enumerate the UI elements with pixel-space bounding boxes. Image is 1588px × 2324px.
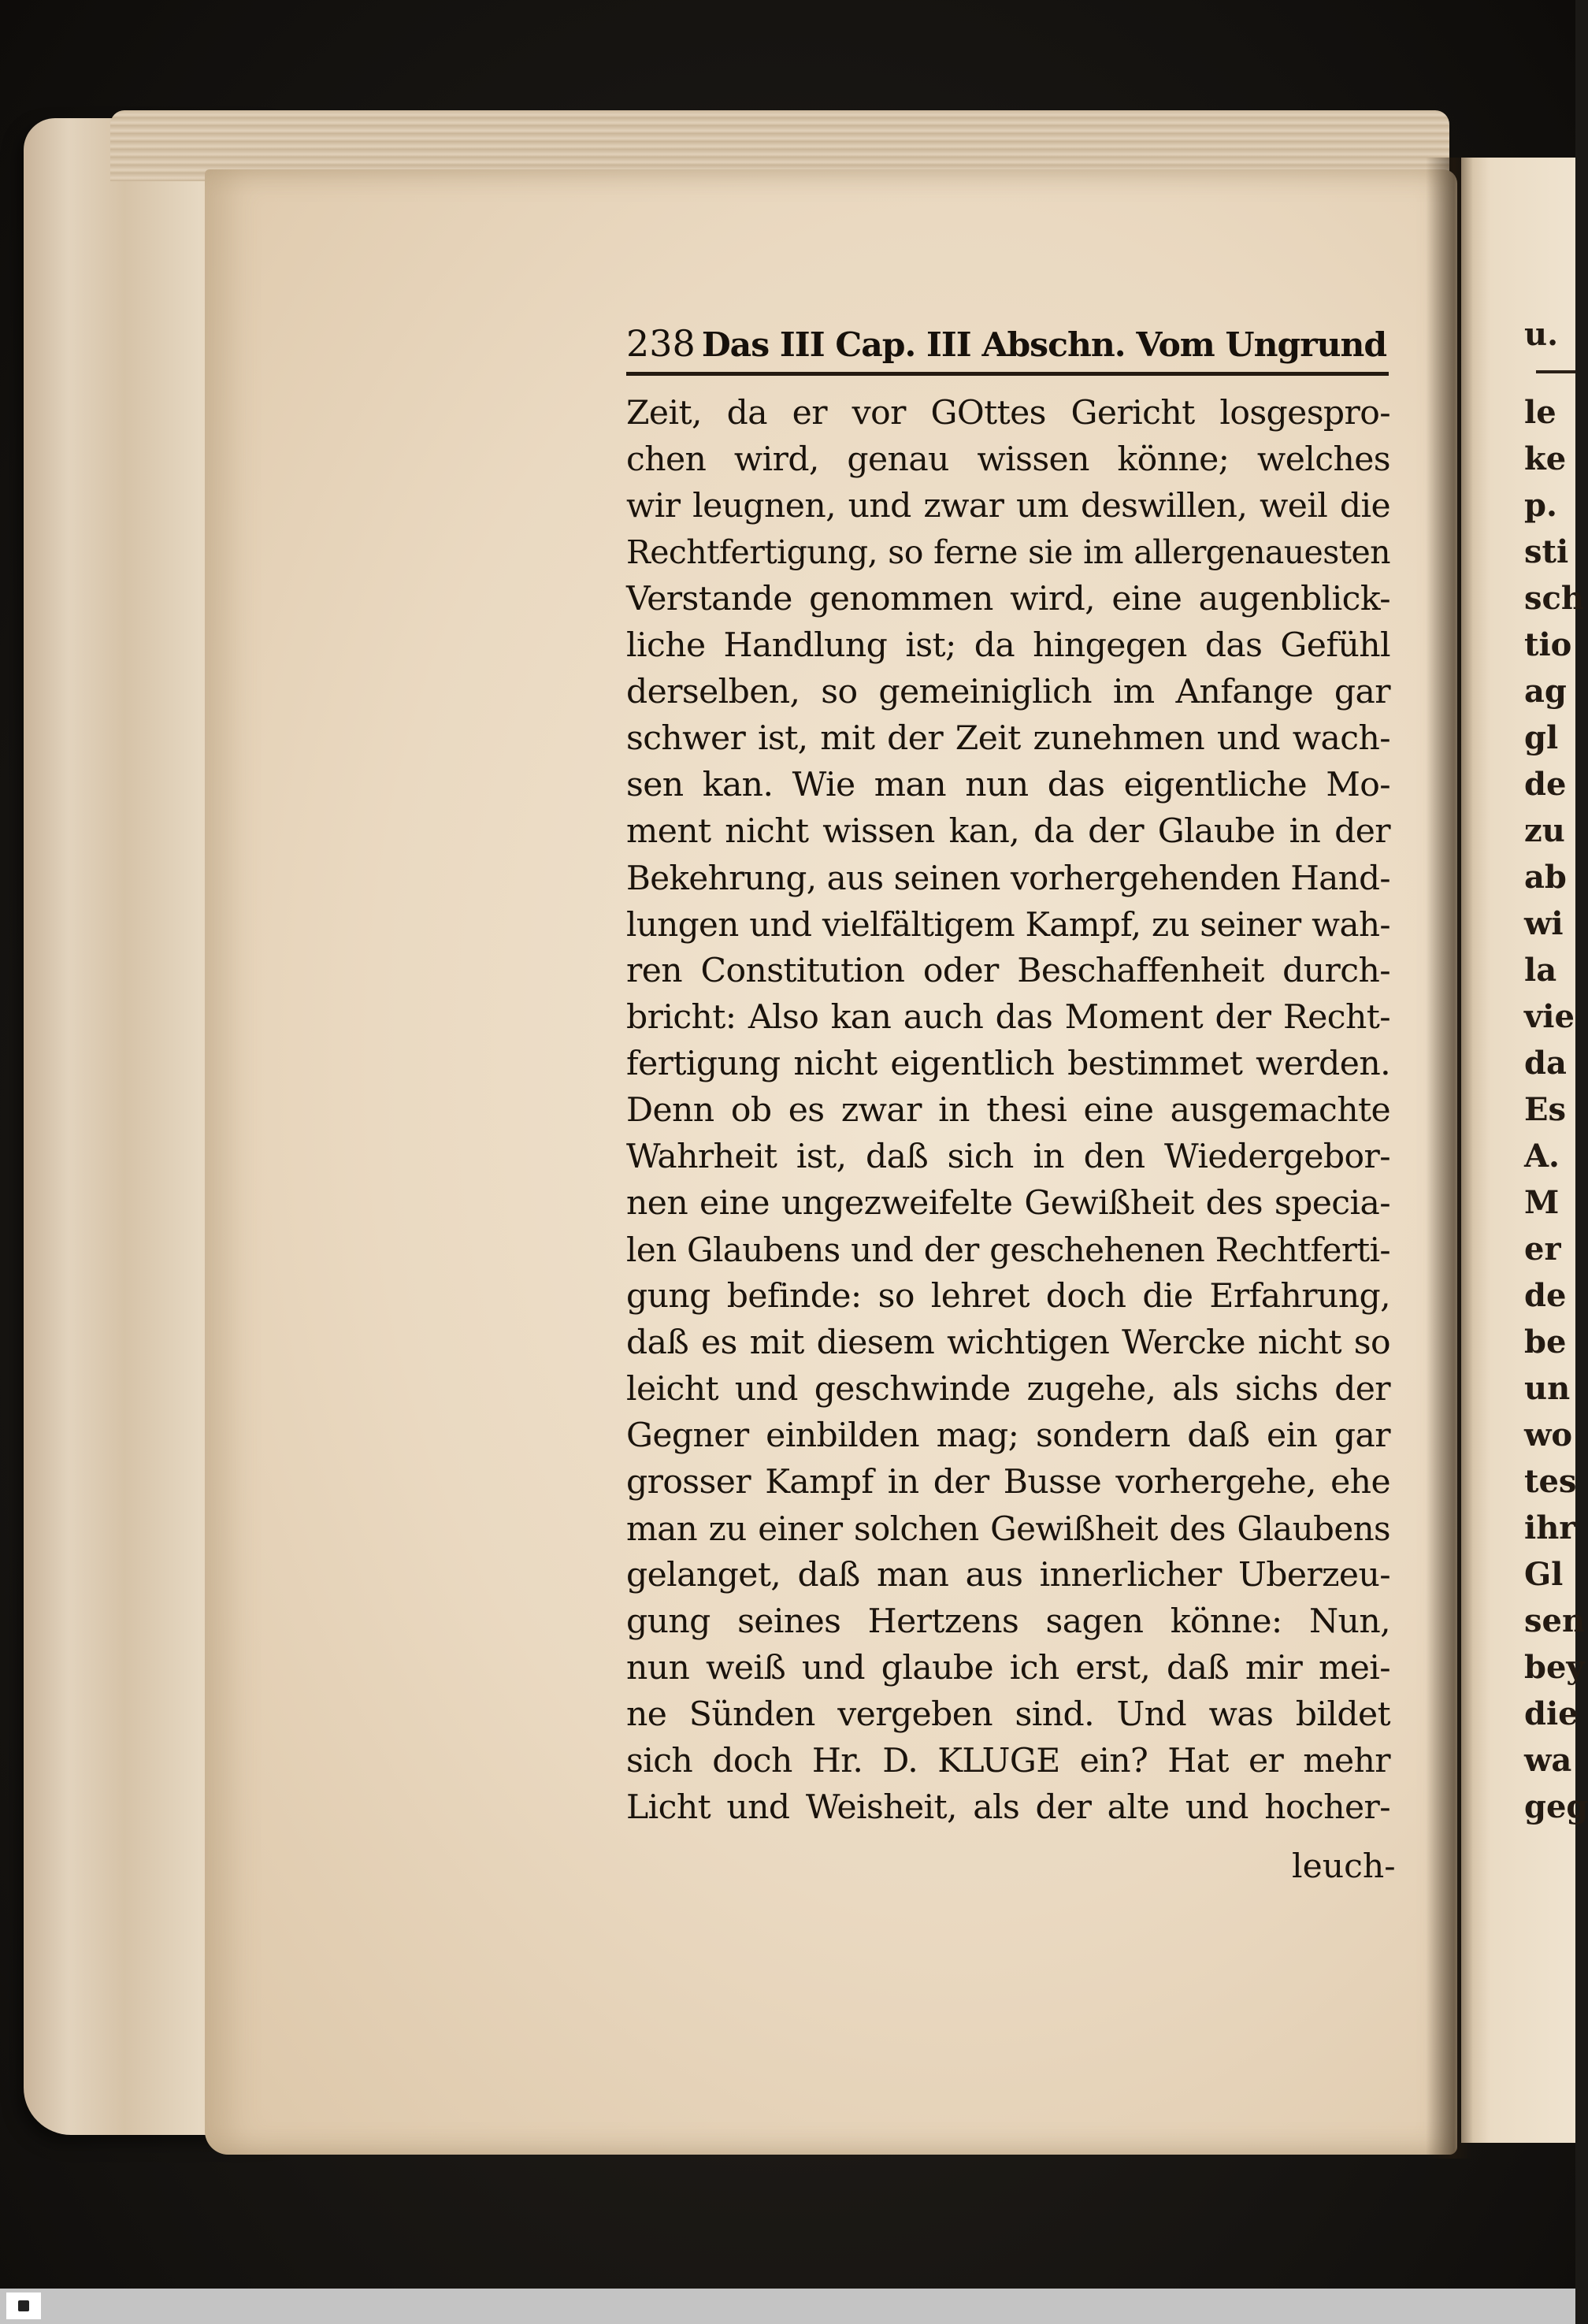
text-line: man zu einer solchen Gewißheit des Glaubens <box>626 1509 1390 1548</box>
facing-fragment: wi <box>1524 905 1564 942</box>
text-line: Zeit, da er vor GOttes Gericht losgespro- <box>626 394 1390 433</box>
text-line: gung seines Hertzens sagen könne: Nun, <box>626 1602 1390 1641</box>
text-line: len Glaubens und der geschehenen Rechtferti- <box>626 1231 1390 1269</box>
text-line: sen kan. Wie man nun das eigentliche Mo- <box>626 766 1390 804</box>
facing-fragment: ag <box>1524 673 1567 710</box>
facing-fragment: de <box>1524 1277 1567 1314</box>
text-line: ment nicht wissen kan, da der Glaube in der <box>626 812 1390 851</box>
text-line: derselben, so gemeiniglich im Anfange gar <box>626 673 1390 711</box>
facing-fragment: de <box>1524 766 1567 803</box>
text-line: grosser Kampf in der Busse vorhergehe, ehe <box>626 1463 1390 1502</box>
viewer-bottom-bar <box>0 2289 1575 2324</box>
text-line: wir leugnen, und zwar um deswillen, weil die <box>626 487 1390 525</box>
text-line: Gegner einbilden mag; sondern daß ein gar <box>626 1416 1390 1455</box>
facing-fragment: da <box>1524 1045 1567 1082</box>
page-header <box>626 310 1390 365</box>
facing-fragment: p. <box>1524 487 1557 524</box>
facing-fragment: tio <box>1524 626 1572 663</box>
text-line: bricht: Also kan auch das Moment der Recht- <box>626 998 1390 1037</box>
text-line: Licht und Weisheit, als der alte und hocher- <box>626 1788 1390 1827</box>
book-gutter <box>1426 158 1473 2159</box>
facing-fragment: Gl <box>1524 1556 1564 1593</box>
text-line: daß es mit diesem wichtigen Wercke nicht so <box>626 1323 1390 1362</box>
facing-fragment: ab <box>1524 859 1567 896</box>
facing-fragment: la <box>1524 952 1557 989</box>
facing-fragment: bey <box>1524 1649 1585 1686</box>
facing-fragment: die <box>1524 1695 1579 1732</box>
facing-fragment: gl <box>1524 719 1559 756</box>
facing-fragment: u. <box>1524 316 1559 353</box>
facing-fragment: sen <box>1524 1602 1586 1639</box>
page-number: 238 <box>626 322 696 365</box>
facing-fragment: le <box>1524 394 1556 431</box>
text-line: lungen und vielfältigem Kampf, zu seiner wah- <box>626 905 1390 944</box>
facing-fragment: zu <box>1524 812 1565 849</box>
facing-fragment: vie <box>1524 998 1575 1035</box>
facing-fragment: ke <box>1524 440 1567 477</box>
catchword: leuch- <box>1292 1847 1396 1886</box>
text-line: Denn ob es zwar in thesi eine ausgemachte <box>626 1091 1390 1130</box>
facing-fragment: geg <box>1524 1788 1588 1825</box>
facing-fragment: sch <box>1524 580 1584 617</box>
text-line: nun weiß und glaube ich erst, daß mir mei- <box>626 1649 1390 1687</box>
library-logo-icon <box>6 2292 41 2319</box>
text-line: liche Handlung ist; da hingegen das Gefühl <box>626 626 1390 665</box>
facing-fragment: un <box>1524 1370 1571 1407</box>
running-head: Das III Cap. III Abschn. Vom Ungrund <box>701 325 1387 365</box>
text-line: Wahrheit ist, daß sich in den Wiedergebor- <box>626 1138 1390 1176</box>
facing-fragment: be <box>1524 1323 1567 1361</box>
text-line: chen wird, genau wissen könne; welches <box>626 440 1390 479</box>
facing-fragment: tes <box>1524 1463 1577 1500</box>
facing-fragment: wo <box>1524 1416 1573 1453</box>
text-line: ren Constitution oder Beschaffenheit durch- <box>626 952 1390 990</box>
header-rule <box>626 372 1389 376</box>
text-line: leicht und geschwinde zugehe, als sichs der <box>626 1370 1390 1409</box>
text-line: schwer ist, mit der Zeit zunehmen und wach- <box>626 719 1390 758</box>
text-line: nen eine ungezweifelte Gewißheit des specia- <box>626 1184 1390 1223</box>
facing-fragment: A. <box>1524 1138 1560 1175</box>
facing-fragment: M <box>1524 1184 1560 1221</box>
text-line: fertigung nicht eigentlich bestimmet werden. <box>626 1045 1390 1083</box>
facing-fragment: Es <box>1524 1091 1567 1128</box>
text-line: gelanget, daß man aus innerlicher Uberzeu- <box>626 1556 1390 1595</box>
text-line: Verstande genommen wird, eine augenblick- <box>626 580 1390 618</box>
text-line: sich doch Hr. D. KLUGE ein? Hat er mehr <box>626 1742 1390 1780</box>
text-line: gung befinde: so lehret doch die Erfahrung, <box>626 1277 1390 1316</box>
facing-fragment: wa <box>1524 1742 1572 1779</box>
facing-page-text <box>1524 311 1588 1830</box>
facing-fragment: ihr <box>1524 1509 1576 1546</box>
text-line: ne Sünden vergeben sind. Und was bildet <box>626 1695 1390 1734</box>
facing-fragment: er <box>1524 1231 1561 1268</box>
text-line: Bekehrung, aus seinen vorhergehenden Hand- <box>626 859 1390 897</box>
body-text <box>626 390 1390 1831</box>
text-line: Rechtfertigung, so ferne sie im allergenauesten <box>626 533 1390 571</box>
facing-fragment: sti <box>1524 533 1569 570</box>
logo-mark-icon <box>18 2300 29 2311</box>
